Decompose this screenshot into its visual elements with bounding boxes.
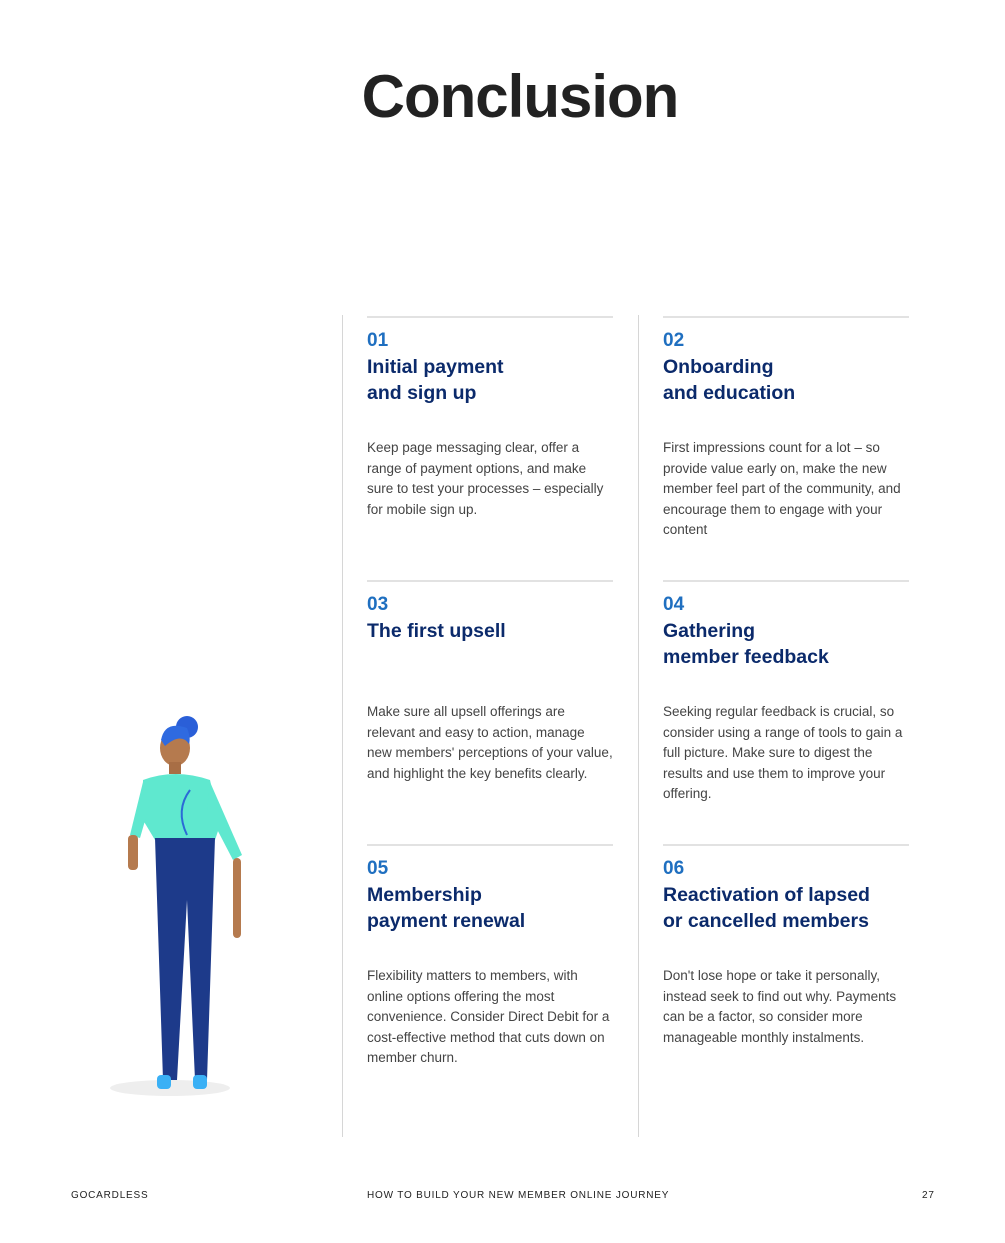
section-number: 02 [663,330,685,351]
section-number: 01 [367,330,389,351]
page-number: 27 [922,1190,935,1201]
section-number: 06 [663,858,685,879]
section-heading: Membership payment renewal [367,884,526,932]
section-rule [663,316,909,318]
section-rule [663,844,909,846]
section-heading: Onboarding and education [663,356,796,404]
section-rule [663,580,909,582]
section-03 [367,580,613,784]
section-06 [663,844,909,1048]
section-body: Flexibility matters to members, with online options offering the most convenience. Consider Direct Debit for a cost-effective method that cuts down on member churn. [367,968,610,1065]
footer-document-title: HOW TO BUILD YOUR NEW MEMBER ONLINE JOURNEY [367,1190,670,1201]
section-heading: The first upsell [367,620,506,642]
section-heading: Gathering member feedback [663,620,829,668]
column-divider [342,315,343,1137]
section-body: Seeking regular feedback is crucial, so consider using a range of tools to gain a full picture. Make sure to digest the results and use them to improve your offering. [663,704,903,801]
section-rule [367,580,613,582]
section-heading: Initial payment and sign up [367,356,504,404]
section-number: 05 [367,858,389,879]
section-body: Don't lose hope or take it personally, instead seek to find out why. Payments can be a factor, so consider more manageable monthly instalments. [663,968,897,1045]
section-04 [663,580,909,805]
section-heading: Reactivation of lapsed or cancelled members [663,884,870,932]
column-divider [638,315,639,1137]
section-number: 04 [663,594,685,615]
section-body: Make sure all upsell offerings are relevant and easy to action, manage new members' perceptions of your value, and highlight the key benefits clearly. [367,704,613,781]
footer-brand: GOCARDLESS [71,1190,149,1201]
section-rule [367,844,613,846]
section-body: First impressions count for a lot – so provide value early on, make the new member feel part of the community, and encourage them to engage with your content [663,440,901,537]
section-02 [663,316,909,541]
person-illustration [95,710,275,1110]
section-01 [367,316,613,520]
section-number: 03 [367,594,389,615]
section-05 [367,844,613,1069]
page-title: Conclusion [361,63,679,130]
section-rule [367,316,613,318]
section-body: Keep page messaging clear, offer a range of payment options, and make sure to test your processes – especially for mobile sign up. [367,440,604,517]
